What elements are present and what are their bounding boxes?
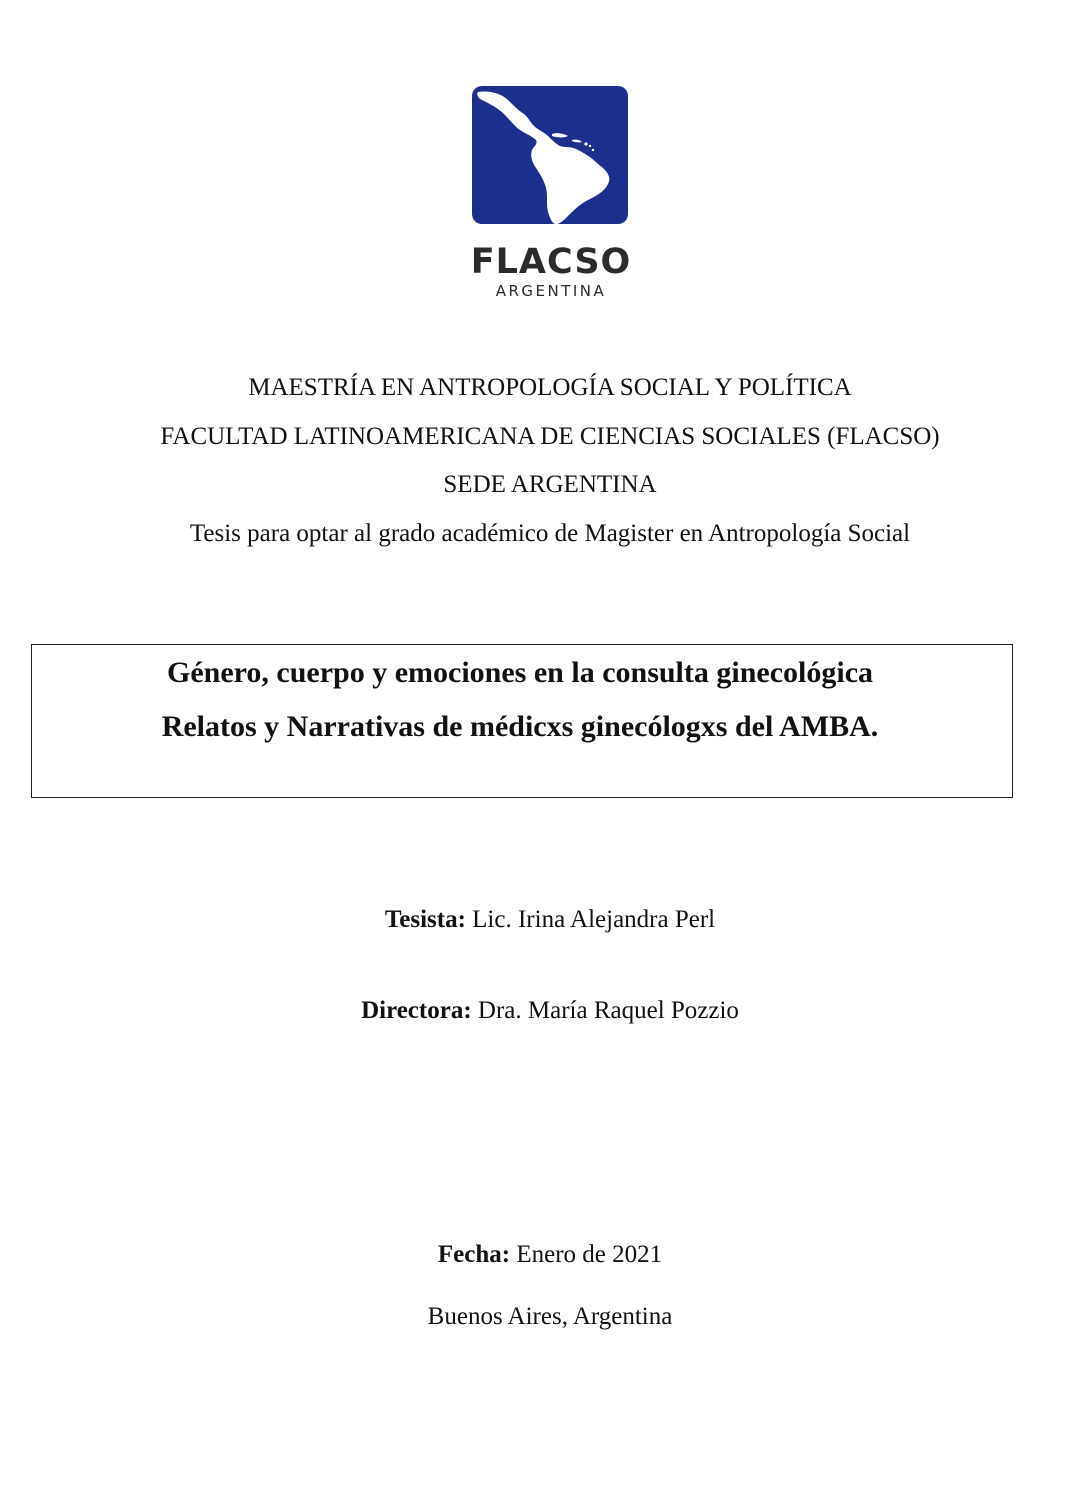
author-value: Lic. Irina Alejandra Perl — [472, 906, 716, 933]
location: Buenos Aires, Argentina — [427, 1303, 673, 1330]
thesis-title-line-1: Género, cuerpo y emociones en la consulta ginecológica — [166, 656, 874, 689]
date-value: Enero de 2021 — [516, 1241, 663, 1268]
director-label: Directora: — [361, 997, 472, 1024]
americas-map-icon — [468, 84, 634, 234]
flacso-logo — [468, 84, 634, 304]
author-label: Tesista: — [384, 906, 466, 933]
degree-statement: Tesis para optar al grado académico de Magister en Antropología Social — [189, 520, 911, 547]
thesis-title-line-2: Relatos y Narrativas de médicxs ginecólogxs del AMBA. — [161, 710, 879, 743]
author-field — [0, 905, 1080, 935]
logo-country: ARGENTINA — [495, 282, 607, 300]
faculty-name: FACULTAD LATINOAMERICANA DE CIENCIAS SOCIALES (FLACSO) — [160, 423, 940, 450]
logo-name: FLACSO — [470, 242, 632, 282]
program-name: MAESTRÍA EN ANTROPOLOGÍA SOCIAL Y POLÍTICA — [248, 374, 852, 401]
director-value: Dra. María Raquel Pozzio — [477, 997, 739, 1024]
campus-name: SEDE ARGENTINA — [443, 471, 657, 498]
date-field — [0, 1240, 1080, 1270]
date-label: Fecha: — [437, 1241, 511, 1268]
director-field — [0, 996, 1080, 1026]
